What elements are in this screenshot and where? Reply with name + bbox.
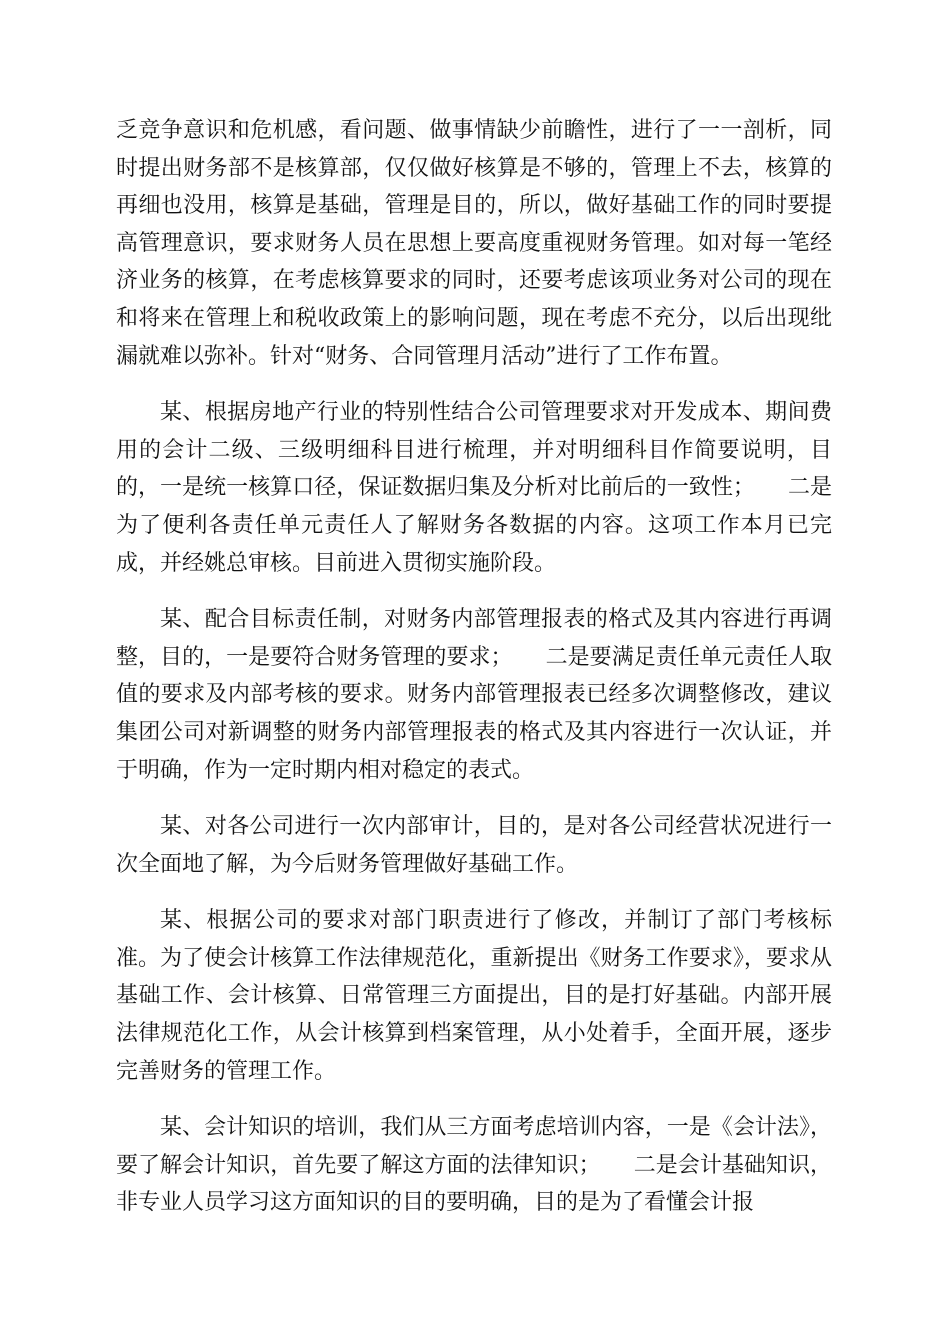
paragraph-6: 某、会计知识的培训，我们从三方面考虑培训内容，一是《会计法》，要了解会计知识，首先要了解这方面的法律知识； 二是会计基础知识，非专业人员学习这方面知识的目的要明确，目的是为了看懂会计报 — [116, 1115, 832, 1216]
paragraph-4: 某、对各公司进行一次内部审计，目的，是对各公司经营状况进行一次全面地了解，为今后财务管理做好基础工作。 — [116, 814, 832, 877]
document-body — [116, 112, 832, 1241]
paragraph-2: 某、根据房地产行业的特别性结合公司管理要求对开发成本、期间费用的会计二级、三级明细科目进行梳理，并对明细科目作简要说明，目的，一是统一核算口径，保证数据归集及分析对比前后的一致性； 二是为了便利各责任单元责任人了解财务各数据的内容。这项工作本月已完成，并经姚总审核。目前进入贯彻实施阶段。 — [116, 400, 832, 576]
paragraph-3: 某、配合目标责任制，对财务内部管理报表的格式及其内容进行再调整，目的，一是要符合财务管理的要求； 二是要满足责任单元责任人取值的要求及内部考核的要求。财务内部管理报表已经多次调整修改，建议集团公司对新调整的财务内部管理报表的格式及其内容进行一次认证，并于明确，作为一定时期内相对稳定的表式。 — [116, 607, 832, 783]
paragraph-5: 某、根据公司的要求对部门职责进行了修改，并制订了部门考核标准。为了使会计核算工作法律规范化，重新提出《财务工作要求》，要求从基础工作、会计核算、日常管理三方面提出，目的是打好基础。内部开展法律规范化工作，从会计核算到档案管理，从小处着手，全面开展，逐步完善财务的管理工作。 — [116, 908, 832, 1084]
paragraph-1: 乏竞争意识和危机感，看问题、做事情缺少前瞻性，进行了一一剖析，同时提出财务部不是核算部，仅仅做好核算是不够的，管理上不去，核算的再细也没用，核算是基础，管理是目的，所以，做好基础工作的同时要提高管理意识，要求财务人员在思想上要高度重视财务管理。如对每一笔经济业务的核算，在考虑核算要求的同时，还要考虑该项业务对公司的现在和将来在管理上和税收政策上的影响问题，现在考虑不充分，以后出现纰漏就难以弥补。针对“财务、合同管理月活动”进行了工作布置。 — [116, 118, 832, 369]
